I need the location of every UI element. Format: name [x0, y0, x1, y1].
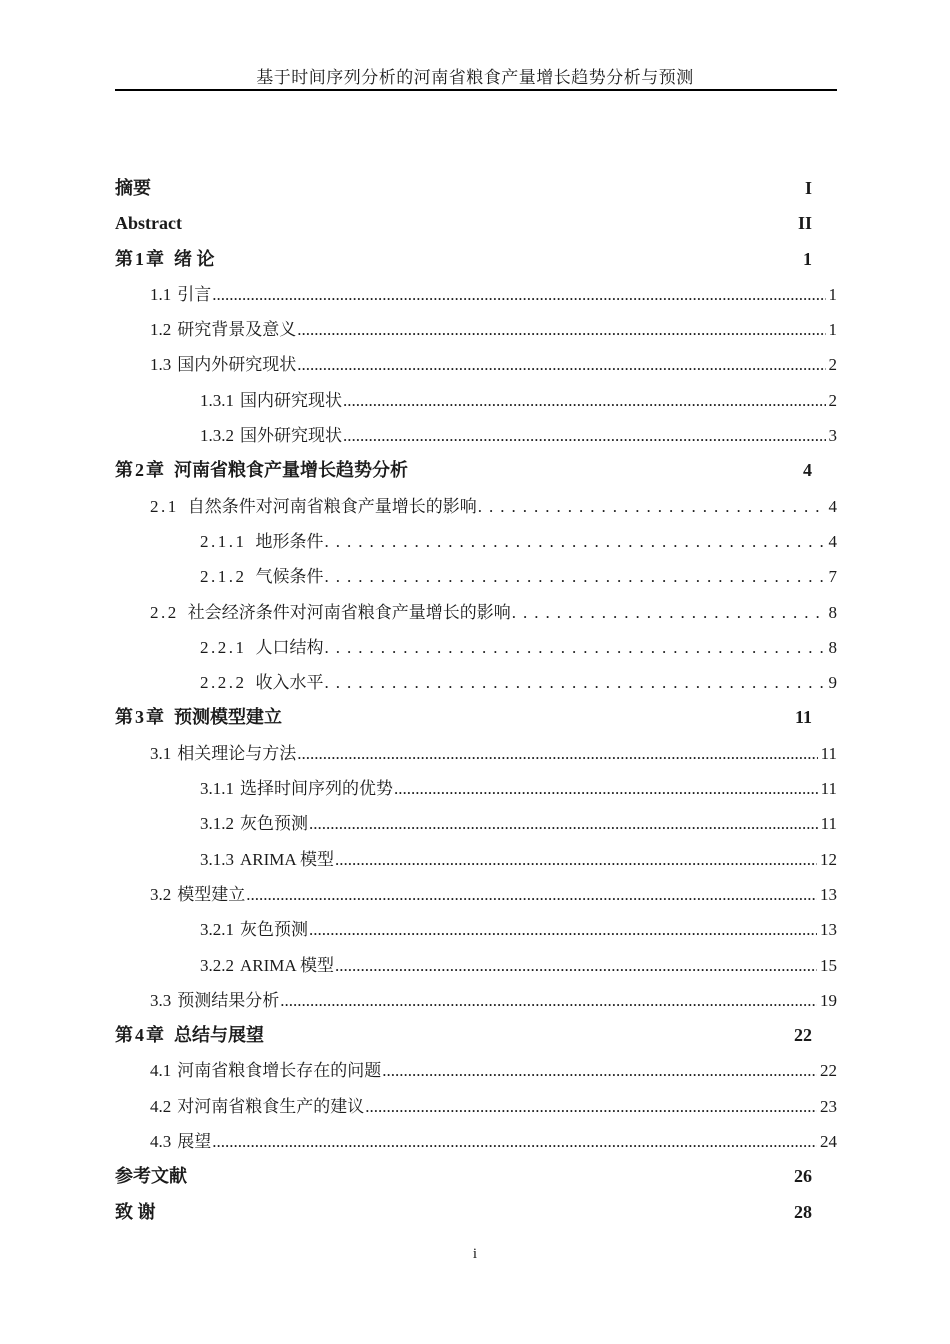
toc-entry-title: 人口结构	[255, 637, 324, 657]
toc-leader-dots	[365, 1089, 817, 1124]
toc-entry-number: 第3章	[115, 707, 166, 728]
toc-entry-number: 3.1.2	[200, 814, 234, 834]
toc-entry-title: 模型建立	[177, 884, 246, 904]
toc-entry-title: 总结与展望	[174, 1025, 264, 1046]
toc-entry-title: 参考文献	[115, 1166, 187, 1187]
toc-entry	[115, 736, 837, 771]
toc-leader-dots	[212, 1124, 817, 1159]
toc-entry-title: 自然条件对河南省粮食产量增长的影响	[187, 496, 477, 516]
toc-entry-title: 引言	[177, 284, 212, 304]
toc-entry-number: 1.3.1	[200, 390, 234, 410]
toc-leader-dots	[343, 418, 826, 453]
toc-entry-number: 第2章	[115, 460, 166, 481]
toc-entry-page: 15	[820, 955, 837, 975]
toc-entry-title: 河南省粮食产量增长趋势分析	[174, 460, 408, 481]
toc-entry-title: Abstract	[115, 213, 182, 234]
toc-entry-page: 22	[794, 1025, 812, 1046]
toc-entry-number: 第4章	[115, 1025, 166, 1046]
toc-entry	[115, 1159, 837, 1194]
toc-entry	[115, 312, 837, 347]
toc-entry	[115, 453, 837, 488]
toc-leader-dots	[280, 983, 817, 1018]
toc-entry-page: 12	[820, 849, 837, 869]
toc-entry	[115, 665, 837, 700]
toc-entry	[115, 771, 837, 806]
toc-entry	[115, 347, 837, 382]
toc-entry-title: 社会经济条件对河南省粮食产量增长的影响	[187, 602, 511, 622]
page-number: i	[472, 1246, 478, 1262]
toc-entry-title: 国外研究现状	[240, 426, 342, 446]
toc-entry-number: 3.3	[150, 990, 172, 1010]
toc-entry-title: ARIMA 模型	[240, 955, 334, 975]
header-rule	[115, 89, 837, 91]
toc-entry	[115, 1053, 837, 1088]
toc-entry-page: 2	[828, 390, 837, 410]
toc-entry-title: 预测模型建立	[174, 707, 282, 728]
toc-entry	[115, 700, 837, 735]
toc-leader-dots	[297, 312, 825, 347]
toc-entry-page: 11	[820, 779, 837, 799]
toc-entry-page: 9	[828, 673, 837, 693]
toc-leader-dots	[478, 489, 826, 524]
toc-entry	[115, 842, 837, 877]
toc-entry-page: 11	[820, 814, 837, 834]
toc-entry-page: 8	[828, 602, 837, 622]
toc-entry-number: 3.2.2	[200, 955, 234, 975]
toc-entry-title: 灰色预测	[240, 814, 308, 834]
toc-leader-dots	[343, 383, 826, 418]
toc-entry-number: 2.2	[150, 602, 179, 622]
toc-entry-title: 选择时间序列的优势	[240, 779, 393, 799]
toc-entry-page: 3	[828, 426, 837, 446]
toc-entry-page: 4	[803, 460, 812, 481]
toc-entry-number: 1.2	[150, 320, 172, 340]
toc-entry-title: 国内外研究现状	[177, 355, 297, 375]
toc-leader-dots	[309, 912, 817, 947]
toc-entry-page: 23	[820, 1096, 837, 1116]
toc-entry-number: 1.1	[150, 284, 172, 304]
toc-leader-dots	[325, 630, 826, 665]
toc-entry	[115, 948, 837, 983]
toc-leader-dots	[246, 877, 817, 912]
toc-entry	[115, 206, 837, 241]
toc-leader-dots	[325, 524, 826, 559]
toc-entry-number: 2.2.1	[200, 637, 247, 657]
toc-entry-number: 4.2	[150, 1096, 172, 1116]
toc-entry-title: 摘要	[115, 178, 151, 198]
toc-entry-title: 展望	[177, 1132, 212, 1152]
toc-entry-number: 3.2.1	[200, 920, 234, 940]
toc-leader-dots	[212, 277, 825, 312]
toc-leader-dots	[325, 665, 826, 700]
toc-entry	[115, 595, 837, 630]
toc-entry-number: 2.1.2	[200, 567, 247, 587]
toc-entry	[115, 1124, 837, 1159]
toc-entry-title: 灰色预测	[240, 920, 308, 940]
toc-entry-title: 绪 论	[174, 248, 215, 269]
toc-leader-dots	[335, 842, 817, 877]
toc-entry-title: 国内研究现状	[240, 390, 342, 410]
toc-leader-dots	[512, 595, 826, 630]
toc-entry-title: 预测结果分析	[177, 990, 280, 1010]
toc-leader-dots	[325, 559, 826, 594]
toc-entry-page: 2	[828, 355, 837, 375]
toc-entry	[115, 806, 837, 841]
toc-entry	[115, 630, 837, 665]
toc-entry-title: 气候条件	[255, 567, 324, 587]
toc-entry-number: 2.1.1	[200, 531, 247, 551]
toc-entry-page: 13	[820, 884, 837, 904]
toc-entry-page: 7	[828, 567, 837, 587]
toc-entry-page: 4	[828, 496, 837, 516]
toc-entry-page: 26	[794, 1166, 812, 1187]
toc-entry	[115, 1195, 837, 1230]
toc-entry-number: 2.2.2	[200, 673, 247, 693]
toc-entry-page: 28	[794, 1201, 812, 1222]
toc-entry	[115, 383, 837, 418]
toc-entry-page: 22	[820, 1061, 837, 1081]
toc-entry-page: 8	[828, 637, 837, 657]
toc-entry-number: 1.3	[150, 355, 172, 375]
toc-entry-number: 1.3.2	[200, 426, 234, 446]
toc-entry-title: 致 谢	[115, 1201, 156, 1222]
toc-entry	[115, 277, 837, 312]
running-header-title: 基于时间序列分析的河南省粮食产量增长趋势分析与预测	[256, 68, 694, 87]
toc-entry-number: 4.1	[150, 1061, 172, 1081]
toc-entry-title: 相关理论与方法	[177, 743, 297, 763]
toc-entry-page: 13	[820, 920, 837, 940]
toc-entry	[115, 1089, 837, 1124]
table-of-contents	[115, 171, 837, 1230]
toc-entry	[115, 912, 837, 947]
toc-entry-title: 河南省粮食增长存在的问题	[177, 1061, 382, 1081]
toc-entry-page: II	[797, 213, 812, 234]
toc-entry	[115, 171, 837, 206]
toc-leader-dots	[335, 948, 817, 983]
toc-entry-title: 对河南省粮食生产的建议	[177, 1096, 365, 1116]
toc-entry-page: 1	[803, 248, 812, 269]
toc-leader-dots	[297, 736, 817, 771]
toc-entry-number: 第1章	[115, 248, 166, 269]
toc-entry-page: 19	[820, 990, 837, 1010]
toc-entry-title: 地形条件	[255, 531, 324, 551]
toc-entry-page: 11	[820, 743, 837, 763]
toc-entry-page: 11	[794, 707, 812, 728]
toc-entry-title: 研究背景及意义	[177, 320, 297, 340]
toc-entry-page: 1	[828, 284, 837, 304]
toc-entry-number: 2.1	[150, 496, 179, 516]
toc-entry	[115, 559, 837, 594]
toc-entry-page: 1	[828, 320, 837, 340]
toc-leader-dots	[382, 1053, 817, 1088]
toc-leader-dots	[309, 806, 818, 841]
toc-entry-number: 3.2	[150, 884, 172, 904]
toc-leader-dots	[394, 771, 818, 806]
toc-leader-dots	[297, 347, 825, 382]
toc-entry	[115, 983, 837, 1018]
toc-entry	[115, 1018, 837, 1053]
toc-entry-title: ARIMA 模型	[240, 849, 334, 869]
toc-entry-title: 收入水平	[255, 673, 324, 693]
toc-entry-number: 4.3	[150, 1132, 172, 1152]
toc-entry	[115, 418, 837, 453]
toc-entry-number: 3.1.1	[200, 779, 234, 799]
toc-entry-page: 24	[820, 1132, 837, 1152]
toc-entry	[115, 524, 837, 559]
toc-entry-page: 4	[828, 531, 837, 551]
toc-entry-page: I	[804, 178, 812, 198]
toc-entry	[115, 489, 837, 524]
toc-entry	[115, 242, 837, 277]
toc-entry	[115, 877, 837, 912]
toc-entry-number: 3.1.3	[200, 849, 234, 869]
toc-entry-number: 3.1	[150, 743, 172, 763]
